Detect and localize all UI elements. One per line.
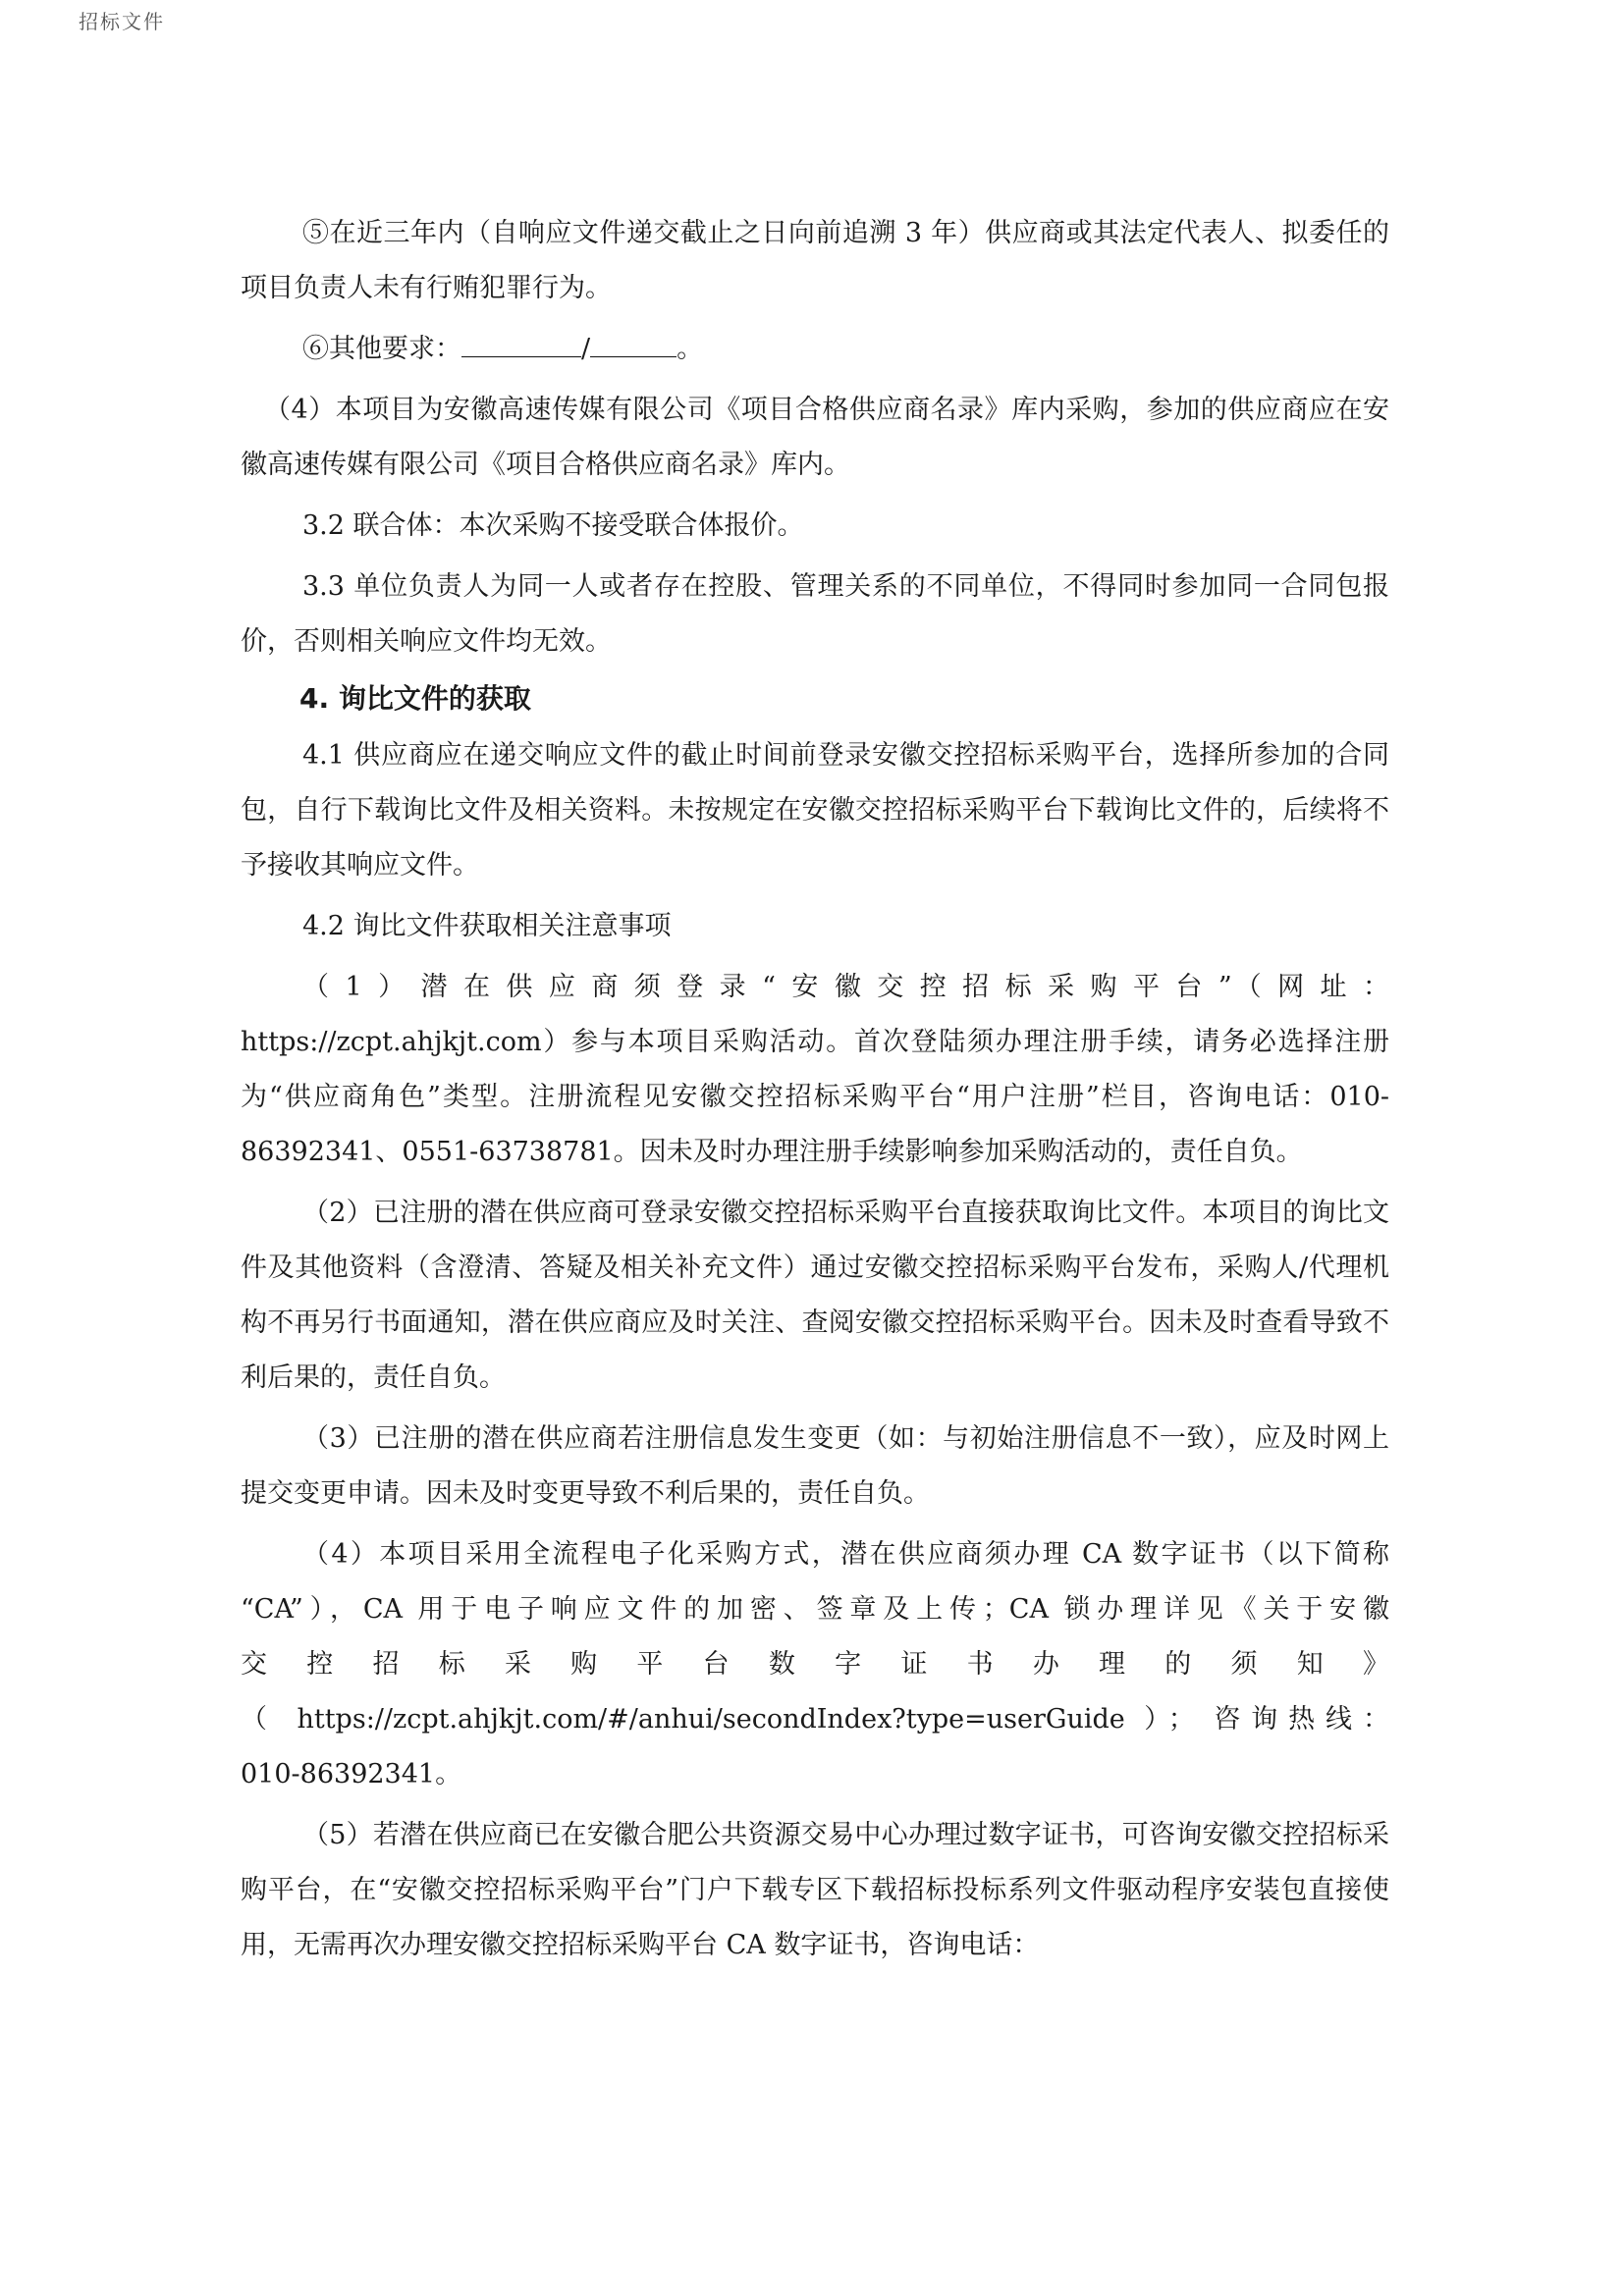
paragraph-hefei-certificate: （5）若潜在供应商已在安徽合肥公共资源交易中心办理过数字证书，可咨询安徽交控招标采购平台，在“安徽交控招标采购平台”门户下载专区下载招标投标系列文件驱动程序安装包直接使用，无需再次办理安徽交控招标采购平台 CA 数字证书，咨询电话： xyxy=(241,1820,1389,1960)
paragraph-4-1: 4.1 供应商应在递交响应文件的截止时间前登录安徽交控招标采购平台，选择所参加的合同包，自行下载询比文件及相关资料。未按规定在安徽交控招标采购平台下载询比文件的，后续将不予接收其响应文件。 xyxy=(241,740,1389,881)
paragraph-4-2: 4.2 询比文件获取相关注意事项 xyxy=(302,911,672,941)
slash-mark: / xyxy=(581,334,591,364)
paragraph-registered-supplier: （2）已注册的潜在供应商可登录安徽交控招标采购平台直接获取询比文件。本项目的询比文件及其他资料（含澄清、答疑及相关补充文件）通过安徽交控招标采购平台发布，采购人/代理机构不再另行书面通知，潜在供应商应及时关注、查阅安徽交控招标采购平台。因未及时查看导致不利后果的，责任自负。 xyxy=(241,1198,1389,1393)
section-heading-4: 4. 询比文件的获取 xyxy=(299,682,531,715)
paragraph-bribery-clause: ⑤在近三年内（自响应文件递交截止之日向前追溯 3 年）供应商或其法定代表人、拟委任的项目负责人未有行贿犯罪行为。 xyxy=(241,218,1389,303)
paragraph-qualified-supplier-list: （4）本项目为安徽高速传媒有限公司《项目合格供应商名录》库内采购，参加的供应商应在安徽高速传媒有限公司《项目合格供应商名录》库内。 xyxy=(241,395,1389,480)
paragraph-ca-line1: （4）本项目采用全流程电子化采购方式，潜在供应商须办理 CA 数字证书（以下简称 xyxy=(302,1539,1389,1570)
paragraph-ca-line3: 交控招标采购平台数字证书办理的须知》 xyxy=(241,1649,1389,1680)
paragraph-ca-line5: 010-86392341。 xyxy=(241,1759,462,1789)
page-corner-mark: 招标文件 xyxy=(79,10,165,33)
paragraph-ca-line4: （ https://zcpt.ahjkjt.com/#/anhui/secondIndex?type=userGuide ）； 咨询热线： xyxy=(241,1704,1389,1735)
blank-line-2 xyxy=(590,356,677,357)
paragraph-same-responsible-person: 3.3 单位负责人为同一人或者存在控股、管理关系的不同单位，不得同时参加同一合同包报价，否则相关响应文件均无效。 xyxy=(241,571,1389,657)
paragraph-ca-line2: “CA”），CA 用于电子响应文件的加密、签章及上传；CA 锁办理详见《关于安徽 xyxy=(241,1594,1389,1625)
paragraph-consortium: 3.2 联合体：本次采购不接受联合体报价。 xyxy=(302,510,804,541)
paragraph-platform-login-rest: https://zcpt.ahjkjt.com）参与本项目采购活动。首次登陆须办理注册手续，请务必选择注册为“供应商角色”类型。注册流程见安徽交控招标采购平台“用户注册”栏目，咨询电话：010-86392341、0551-63738781。因未及时办理注册手续影响参加采购活动的，责任自负。 xyxy=(241,1027,1389,1167)
other-requirements-label: ⑥其他要求： xyxy=(302,334,461,364)
document-page xyxy=(241,206,1389,1973)
blank-line-1 xyxy=(461,356,581,357)
paragraph-info-change: （3）已注册的潜在供应商若注册信息发生变更（如：与初始注册信息不一致），应及时网上提交变更申请。因未及时变更导致不利后果的，责任自负。 xyxy=(241,1423,1389,1509)
paragraph-other-requirements xyxy=(241,322,1389,377)
period-mark: 。 xyxy=(677,334,704,364)
paragraph-platform-login-line1: （1）潜在供应商须登录“安徽交控招标采购平台”（网址： xyxy=(302,972,1389,1002)
